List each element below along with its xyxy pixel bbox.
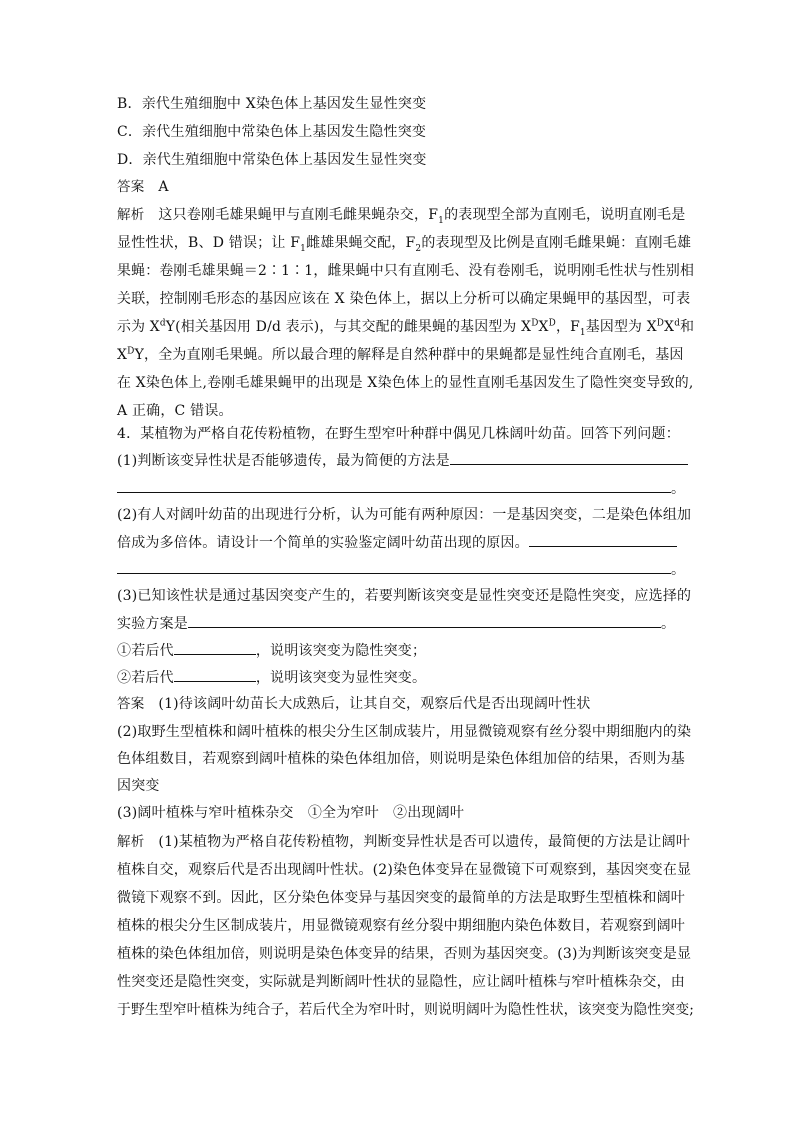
answer-blank[interactable] [450, 450, 688, 465]
answer-blank[interactable] [117, 559, 671, 574]
answer-line-1 [117, 177, 169, 197]
answer2-line-4: 因突变 [117, 778, 160, 794]
answer2-line-3: 色体组数目，若观察到阔叶植株的染色体组加倍，则说明是染色体组加倍的结果，否则为基 [117, 751, 685, 767]
answer2-line-1: 答案 (1)待该阔叶幼苗长大成熟后，让其自交，观察后代是否出现阔叶性状 [117, 696, 591, 712]
analysis2-line-4: 植株的根尖分生区制成装片，用显微镜观察有丝分裂中期细胞内染色体数目，若观察到阔叶 [117, 918, 685, 934]
q4-part2-line2: 倍成为多倍体。请设计一个简单的实验鉴定阔叶幼苗出现的原因。 [117, 532, 677, 553]
q4-part3-case2: ②若后代 ，说明该突变为显性突变。 [117, 667, 426, 688]
option-b: B．亲代生殖细胞中 X染色体上基因发生显性突变 [117, 96, 427, 112]
option-c: C．亲代生殖细胞中常染色体上基因发生隐性突变 [117, 124, 427, 140]
answer-blank[interactable] [529, 532, 677, 547]
analysis1-line-4: 关联，控制刚毛形态的基因应该在 X 染色体上，据以上分析可以确定果蝇甲的基因型，可表 [117, 291, 691, 307]
analysis1-line-2: 显性性状，B、D 错误；让 $F_1$雌雄果蝇交配，$F_2$的表现型及比例是直刚毛雌果蝇：直刚毛雄 [117, 235, 692, 254]
analysis2-line-3: 微镜下观察不到。因此，区分染色体变异与基因突变的最简单的方法是取野生型植株和阔叶 [117, 890, 685, 906]
analysis-label: 解析 [117, 207, 145, 223]
answer-blank[interactable] [117, 478, 671, 493]
answer-value: A [158, 179, 169, 195]
analysis1-line-5: 示为 $X^dY$(相关基因用 D/d 表示)，与其交配的雌果蝇的基因型为 $X^DX^D$，$F_1$基因型为 $X^DX^d$和 [117, 318, 695, 338]
answer2-line-2: (2)取野生型植株和阔叶植株的根尖分生区制成装片，用显微镜观察有丝分裂中期细胞内的染 [117, 724, 692, 740]
q4-part3-line2: 实验方案是 。 [117, 613, 675, 634]
answer-blank[interactable] [174, 640, 256, 655]
answer2-line-5: (3)阔叶植株与窄叶植株杂交 ①全为窄叶 ②出现阔叶 [117, 805, 465, 821]
analysis-label: 解析 [117, 834, 145, 850]
q4-part1-cont: 。 [117, 478, 685, 499]
q4-part3-case1: ①若后代 ，说明该突变为隐性突变； [117, 640, 426, 661]
q4-part2-line1: (2)有人对阔叶幼苗的出现进行分析，认为可能有两种原因：一是基因突变，二是染色体组加 [117, 507, 692, 523]
answer-label: 答案 [117, 696, 145, 712]
analysis1-line-7: 在 X染色体上,卷刚毛雄果蝇甲的出现是 X染色体上的显性直刚毛基因发生了隐性突变导致的, [117, 375, 694, 391]
analysis2-line-7: 于野生型窄叶植株为纯合子，若后代全为窄叶时，则说明阔叶为隐性性状，该突变为隐性突变; [117, 1002, 695, 1018]
q4-part3-line1: (3)已知该性状是通过基因突变产生的，若要判断该突变是显性突变还是隐性突变，应选择的 [117, 588, 692, 604]
answer-blank[interactable] [188, 613, 661, 628]
question-4-stem: 4．某植物为严格自花传粉植物，在野生型窄叶种群中偶见几株阔叶幼苗。回答下列问题： [117, 426, 680, 442]
analysis2-line-2: 植株自交，观察后代是否出现阔叶性状。(2)染色体变异在显微镜下可观察到，基因突变在显 [117, 862, 692, 878]
option-d: D．亲代生殖细胞中常染色体上基因发生显性突变 [117, 152, 427, 168]
analysis1-line-6: $X^DY$，全为直刚毛果蝇。所以最合理的解释是自然种群中的果蝇都是显性纯合直刚毛，基因 [117, 346, 684, 363]
analysis2-line-1: 解析 (1)某植物为严格自花传粉植物，判断变异性状是否可以遗传，最简便的方法是让阔叶 [117, 834, 691, 850]
answer-label: 答案 [117, 179, 145, 195]
analysis2-line-6: 性突变还是隐性突变，实际就是判断阔叶性状的显隐性，应让阔叶植株与窄叶植株杂交，由 [117, 974, 685, 990]
q4-part2-cont: 。 [117, 559, 685, 580]
analysis1-line-1: 解析 这只卷刚毛雄果蝇甲与直刚毛雌果蝇杂交，$F_1$的表现型全部为直刚毛，说明直刚毛是 [117, 207, 686, 226]
analysis1-line-8: A 正确，C 错误。 [117, 403, 233, 419]
analysis2-line-5: 植株的染色体组加倍，则说明是染色体变异的结果，否则为基因突变。(3)为判断该突变是显 [117, 946, 692, 962]
answer-blank[interactable] [174, 667, 256, 682]
q4-part1: (1)判断该变异性状是否能够遗传，最为简便的方法是 [117, 450, 688, 471]
analysis1-line-3: 果蝇：卷刚毛雄果蝇＝2∶1∶1，雌果蝇中只有直刚毛、没有卷刚毛，说明刚毛性状与性别相 [117, 263, 695, 279]
